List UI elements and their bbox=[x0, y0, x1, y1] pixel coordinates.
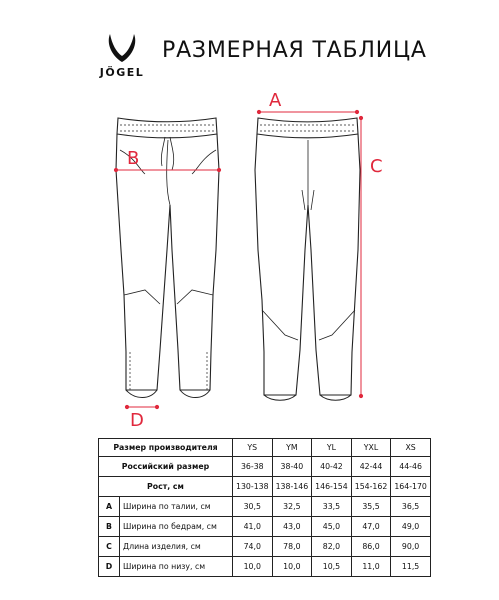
ru-size-cell: 36-38 bbox=[233, 457, 273, 477]
measurement-lines bbox=[114, 110, 362, 408]
row-param: Ширина по талии, см bbox=[120, 497, 233, 517]
row-value: 36,5 bbox=[391, 497, 431, 517]
row-param: Ширина по низу, см bbox=[120, 557, 233, 577]
size-cell: YM bbox=[272, 439, 312, 457]
size-cell: YS bbox=[233, 439, 273, 457]
height-cell: 154-162 bbox=[351, 477, 391, 497]
ru-label-cell: Российский размер bbox=[99, 457, 233, 477]
table-row-height bbox=[99, 477, 431, 497]
row-value: 45,0 bbox=[312, 517, 352, 537]
marker-b-label: B bbox=[127, 148, 140, 169]
row-value: 11,0 bbox=[351, 557, 391, 577]
marker-d-label: D bbox=[130, 410, 144, 431]
row-value: 43,0 bbox=[272, 517, 312, 537]
height-cell: 130-138 bbox=[233, 477, 273, 497]
marker-a-label: A bbox=[269, 90, 282, 111]
table-row-manufacturer-size bbox=[99, 439, 431, 457]
size-cell: XS bbox=[391, 439, 431, 457]
ru-size-cell: 44-46 bbox=[391, 457, 431, 477]
row-value: 47,0 bbox=[351, 517, 391, 537]
table-row-b bbox=[99, 517, 431, 537]
table-row-russian-size bbox=[99, 457, 431, 477]
row-value: 49,0 bbox=[391, 517, 431, 537]
ru-size-cell: 42-44 bbox=[351, 457, 391, 477]
page-title: РАЗМЕРНАЯ ТАБЛИЦА bbox=[162, 38, 427, 63]
row-value: 10,0 bbox=[272, 557, 312, 577]
row-value: 78,0 bbox=[272, 537, 312, 557]
height-cell: 146-154 bbox=[312, 477, 352, 497]
ru-size-cell: 38-40 bbox=[272, 457, 312, 477]
row-letter: C bbox=[99, 537, 120, 557]
row-param: Длина изделия, см bbox=[120, 537, 233, 557]
table-row-c bbox=[99, 537, 431, 557]
row-param: Ширина по бедрам, см bbox=[120, 517, 233, 537]
brand-emblem-icon bbox=[104, 32, 140, 66]
row-value: 86,0 bbox=[351, 537, 391, 557]
pants-illustration bbox=[0, 90, 499, 420]
row-value: 32,5 bbox=[272, 497, 312, 517]
header bbox=[0, 0, 499, 95]
brand-name: JÖGEL bbox=[99, 66, 145, 79]
row-value: 82,0 bbox=[312, 537, 352, 557]
size-cell: YXL bbox=[351, 439, 391, 457]
row-value: 11,5 bbox=[391, 557, 431, 577]
height-label-cell: Рост, см bbox=[99, 477, 233, 497]
marker-c-label: C bbox=[370, 156, 383, 177]
row-letter: D bbox=[99, 557, 120, 577]
header-label-cell: Размер производителя bbox=[99, 439, 233, 457]
row-value: 33,5 bbox=[312, 497, 352, 517]
size-table bbox=[98, 438, 431, 577]
row-value: 10,5 bbox=[312, 557, 352, 577]
row-value: 35,5 bbox=[351, 497, 391, 517]
row-letter: B bbox=[99, 517, 120, 537]
row-value: 74,0 bbox=[233, 537, 273, 557]
row-value: 41,0 bbox=[233, 517, 273, 537]
height-cell: 164-170 bbox=[391, 477, 431, 497]
table-row-d bbox=[99, 557, 431, 577]
row-letter: A bbox=[99, 497, 120, 517]
size-cell: YL bbox=[312, 439, 352, 457]
row-value: 10,0 bbox=[233, 557, 273, 577]
height-cell: 138-146 bbox=[272, 477, 312, 497]
pants-drawing bbox=[0, 90, 499, 431]
brand-logo bbox=[96, 32, 148, 82]
row-value: 30,5 bbox=[233, 497, 273, 517]
back-view bbox=[255, 118, 360, 400]
row-value: 90,0 bbox=[391, 537, 431, 557]
table-row-a bbox=[99, 497, 431, 517]
ru-size-cell: 40-42 bbox=[312, 457, 352, 477]
